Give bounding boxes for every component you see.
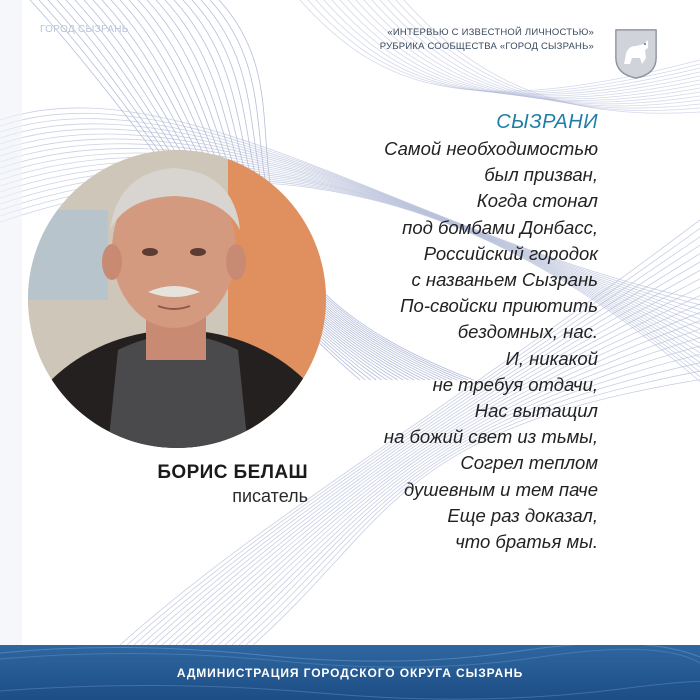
poem bbox=[384, 108, 598, 555]
person-role: писатель bbox=[232, 486, 308, 506]
corner-tag: ГОРОД СЫЗРАНЬ bbox=[40, 24, 129, 35]
caption-line-2: РУБРИКА СООБЩЕСТВА «ГОРОД СЫЗРАНЬ» bbox=[379, 41, 594, 52]
poem-line: Самой необходимостью bbox=[384, 138, 598, 159]
person-name: БОРИС БЕЛАШ bbox=[157, 462, 308, 483]
poem-line: душевным и тем паче bbox=[403, 478, 598, 500]
poem-line: бездомных, нас. bbox=[457, 321, 598, 343]
poem-line: По-свойски приютить bbox=[400, 295, 598, 317]
poem-line: Согрел теплом bbox=[460, 452, 598, 474]
poem-line: Еще раз доказал, bbox=[447, 504, 598, 526]
city-coat-of-arms-icon bbox=[614, 28, 658, 80]
caption-line-1: «ИНТЕРВЬЮ С ИЗВЕСТНОЙ ЛИЧНОСТЬЮ» bbox=[387, 27, 594, 38]
poem-line: с названьем Сызрань bbox=[411, 269, 598, 291]
poem-line: был призван, bbox=[484, 164, 598, 186]
poem-line: Нас вытащил bbox=[474, 400, 598, 422]
footer-text: АДМИНИСТРАЦИЯ ГОРОДСКОГО ОКРУГА СЫЗРАНЬ bbox=[176, 666, 524, 680]
poem-line: под бомбами Донбасс, bbox=[402, 216, 598, 238]
poem-line: на божий свет из тьмы, bbox=[383, 426, 598, 448]
left-margin-band bbox=[0, 0, 22, 645]
poem-line: Российский городок bbox=[423, 242, 598, 264]
header-caption bbox=[380, 26, 594, 54]
portrait-photo bbox=[28, 150, 326, 448]
poem-line: И, никакой bbox=[505, 347, 598, 369]
footer-bar bbox=[0, 645, 700, 700]
poem-line: не требуя отдачи, bbox=[432, 373, 598, 395]
poem-line: что братья мы. bbox=[455, 531, 598, 553]
poem-line: Когда стонал bbox=[476, 190, 598, 212]
poem-title: СЫЗРАНИ bbox=[496, 111, 598, 133]
